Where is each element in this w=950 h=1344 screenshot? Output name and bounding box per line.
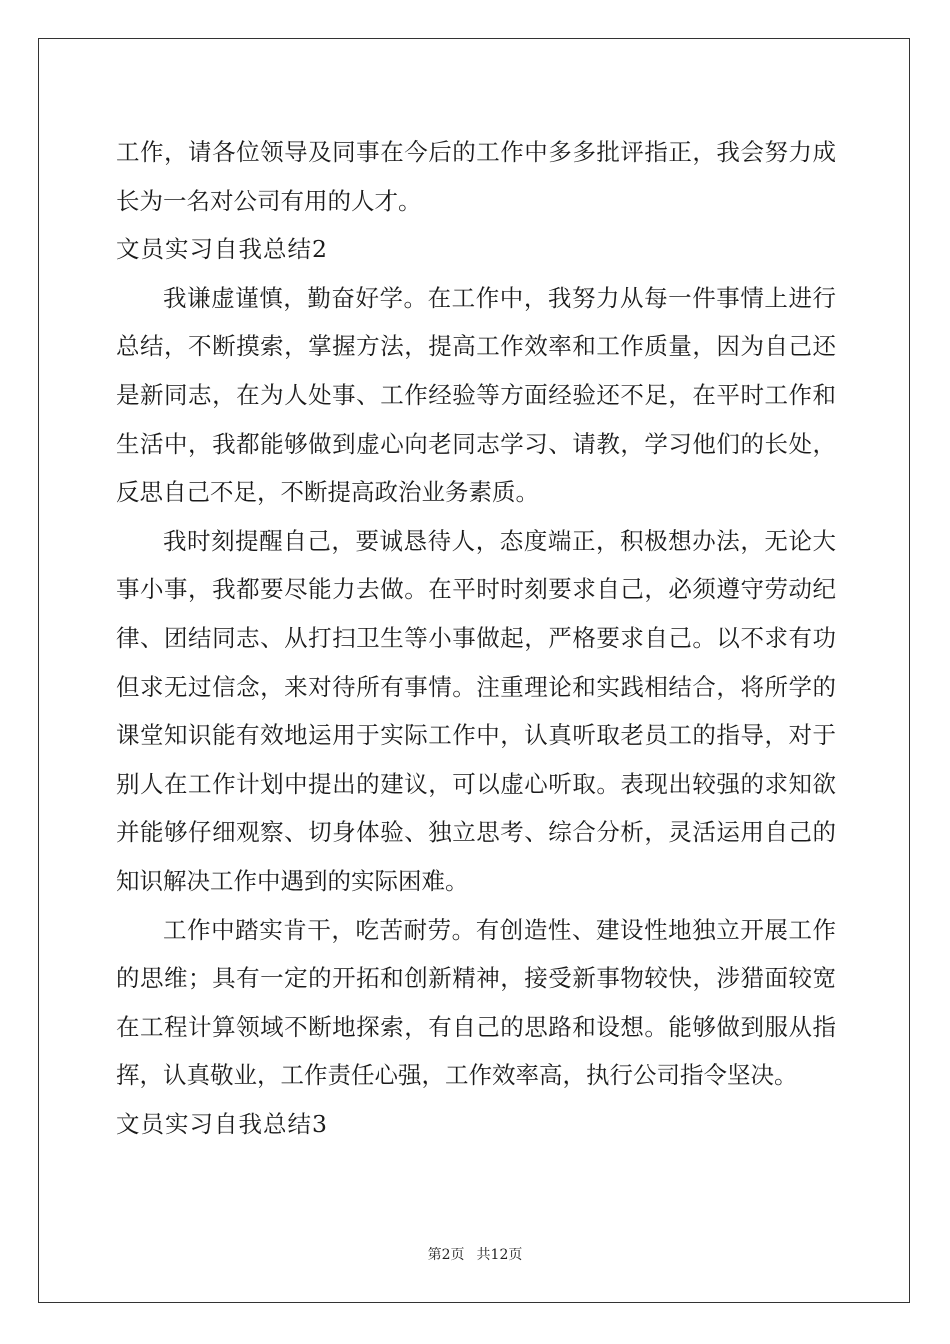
text-line: 课堂知识能有效地运用于实际工作中，认真听取老员工的指导，对于: [116, 721, 836, 750]
page-footer: [0, 1244, 950, 1264]
text-line: 总结，不断摸索，掌握方法，提高工作效率和工作质量，因为自己还: [116, 332, 836, 361]
section-heading: 文员实习自我总结3: [116, 1109, 328, 1138]
text-line: 知识解决工作中遇到的实际困难。: [116, 866, 469, 895]
text-line: 别人在工作计划中提出的建议，可以虚心听取。表现出较强的求知欲: [116, 769, 836, 798]
text-line: 是新同志，在为人处事、工作经验等方面经验还不足，在平时工作和: [116, 380, 836, 409]
text-line: 反思自己不足，不断提高政治业务素质。: [116, 478, 539, 507]
text-line: 生活中，我都能够做到虚心向老同志学习、请教，学习他们的长处，: [116, 429, 836, 458]
text-line: 在工程计算领域不断地探索，有自己的思路和设想。能够做到服从指: [116, 1012, 836, 1041]
paragraph-first-line: 我谦虚谨慎，勤奋好学。在工作中，我努力从每一件事情上进行: [163, 283, 836, 312]
text-line: 律、团结同志、从打扫卫生等小事做起，严格要求自己。以不求有功: [116, 623, 836, 652]
text-line: 工作，请各位领导及同事在今后的工作中多多批评指正，我会努力成: [116, 138, 836, 166]
document-body: [116, 128, 836, 1148]
section-heading: 文员实习自我总结2: [116, 235, 328, 264]
text-line: 的思维；具有一定的开拓和创新精神，接受新事物较快，涉猎面较宽: [116, 964, 836, 993]
page-number: 第2页: [427, 1247, 465, 1263]
text-line: 长为一名对公司有用的人才。: [116, 186, 422, 215]
text-line: 并能够仔细观察、切身体验、独立思考、综合分析，灵活运用自己的: [116, 818, 836, 847]
paragraph-first-line: 我时刻提醒自己，要诚恳待人，态度端正，积极想办法，无论大: [163, 526, 836, 555]
paragraph-first-line: 工作中踏实肯干，吃苦耐劳。有创造性、建设性地独立开展工作: [163, 915, 836, 944]
text-line: 但求无过信念，来对待所有事情。注重理论和实践相结合，将所学的: [116, 672, 836, 701]
text-line: 事小事，我都要尽能力去做。在平时时刻要求自己，必须遵守劳动纪: [116, 575, 836, 604]
text-line: 挥，认真敬业，工作责任心强，工作效率高，执行公司指令坚决。: [116, 1061, 798, 1090]
page-total: 共12页: [476, 1247, 523, 1263]
